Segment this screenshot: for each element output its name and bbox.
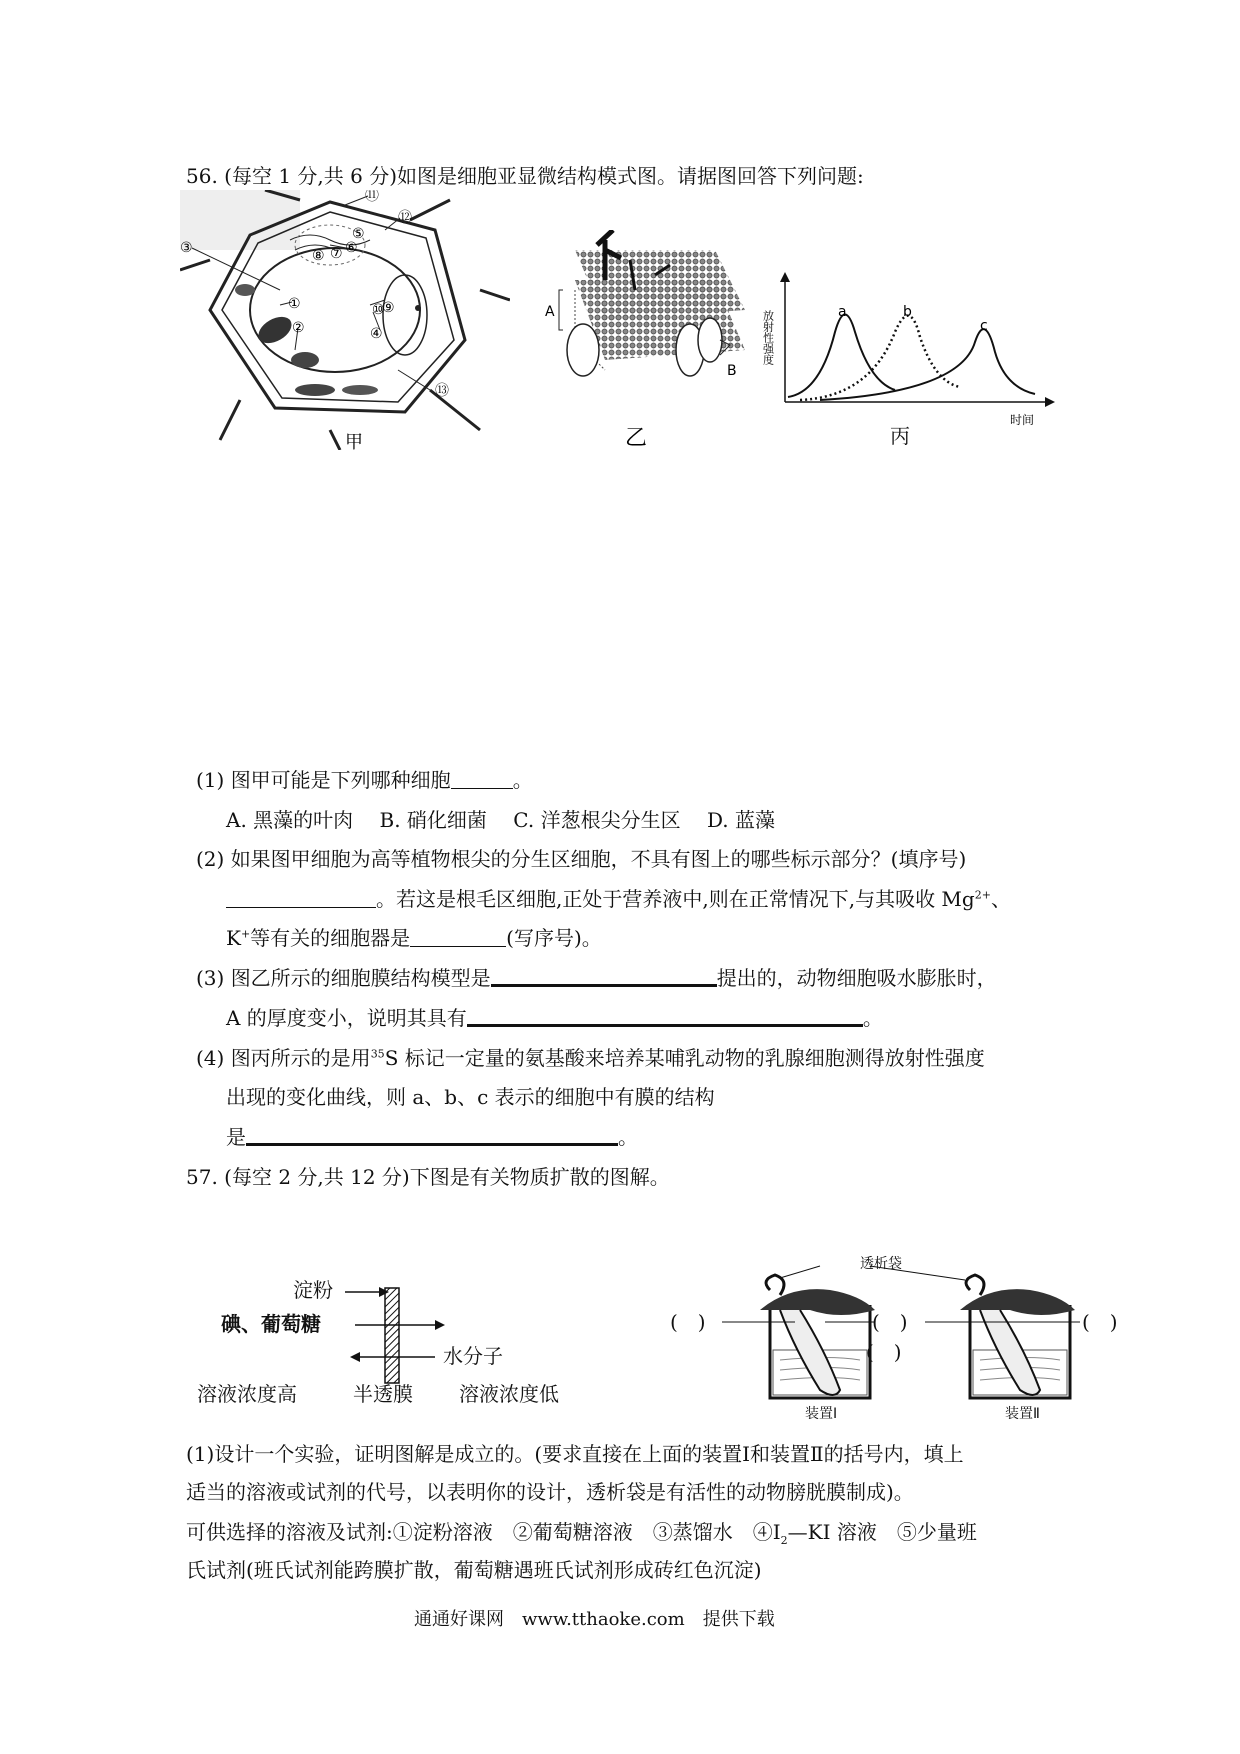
q56-part4-line1: (4) 图丙所示的是用$^{35}$S 标记一定量的氨基酸来培养某哺乳动物的乳腺细胞测得放射性强度 <box>196 1046 985 1070</box>
label-device-1: 装置Ⅰ <box>805 1406 838 1422</box>
label-3: ③ <box>180 240 193 256</box>
label-2: ② <box>292 320 305 336</box>
q56-part4-line2: 出现的变化曲线，则 a、b、c 表示的细胞中有膜的结构 <box>226 1085 715 1109</box>
figure-bing-caption: 丙 <box>890 424 910 448</box>
paren-device1-bag[interactable]: ( ) <box>872 1310 908 1334</box>
q57-stem: 57. (每空 2 分,共 12 分)下图是有关物质扩散的图解。 <box>186 1165 670 1189</box>
label-12: ⑫ <box>398 210 412 226</box>
figure-jia-caption: 甲 <box>345 432 363 450</box>
label-8: ⑧ <box>312 248 325 264</box>
paren-device2-right[interactable]: ( ) <box>1082 1310 1118 1334</box>
label-11: ⑪ <box>365 190 379 204</box>
answer-blank-3b[interactable] <box>467 1004 863 1027</box>
q57-part1-line2: 适当的溶液或试剂的代号，以表明你的设计，透析袋是有活性的动物膀胱膜制成)。 <box>186 1480 914 1504</box>
label-membrane: 半透膜 <box>353 1382 413 1406</box>
label-iodine-glucose: 碘、葡萄糖 <box>221 1312 321 1336</box>
q57-part1-line3: 可供选择的溶液及试剂:①淀粉溶液 ②葡萄糖溶液 ③蒸馏水 $④I_2—KI$ 溶液 ⑤少量班 <box>186 1520 977 1547</box>
answer-blank-1[interactable] <box>451 768 513 789</box>
q57-part1-line1: (1)设计一个实验，证明图解是成立的。(要求直接在上面的装置Ⅰ和装置Ⅱ的括号内，填上 <box>186 1442 964 1466</box>
label-water: 水分子 <box>443 1344 503 1368</box>
label-1: ① <box>288 296 301 312</box>
figure-yi-membrane <box>545 230 745 450</box>
label-10: ⑩ <box>372 302 385 318</box>
curve-a <box>788 315 895 398</box>
curve-b <box>800 316 960 400</box>
figure-jia-plant-cell <box>180 190 510 450</box>
paren-device1-outside[interactable]: ( ) <box>670 1310 706 1334</box>
label-A: A <box>545 304 555 320</box>
q56-part2-line2: 。若这是根毛区细胞,正处于营养液中,则在正常情况下,与其吸收 $Mg^{2+}$、 <box>226 885 1011 913</box>
figure-yi-caption: 乙 <box>625 426 648 450</box>
label-device-2: 装置Ⅱ <box>1005 1406 1040 1422</box>
x-axis-label: 时间 <box>1010 413 1035 427</box>
curve-c-label: c <box>980 318 988 334</box>
label-6: ⑥ <box>345 240 358 256</box>
curve-a-label: a <box>838 304 847 320</box>
answer-blank-3a[interactable] <box>491 964 717 987</box>
q56-part3-line1: (3) 图乙所示的细胞膜结构模型是 提出的，动物细胞吸水膨胀时， <box>196 966 997 990</box>
label-7: ⑦ <box>330 246 343 262</box>
label-dialysis-bag: 透析袋 <box>860 1256 902 1272</box>
answer-blank-2a[interactable] <box>226 887 376 908</box>
label-B: B <box>727 363 737 379</box>
label-starch: 淀粉 <box>293 1278 333 1302</box>
curve-c <box>820 329 1035 400</box>
semipermeable-membrane <box>385 1288 399 1383</box>
paren-device1-beaker[interactable]: ( ) <box>866 1340 902 1364</box>
y-axis-label <box>762 310 775 365</box>
label-13: ⑬ <box>435 383 449 399</box>
q56-options: A. 黑藻的叶肉 B. 硝化细菌 C. 洋葱根尖分生区 D. 蓝藻 <box>226 808 775 832</box>
curve-b-label: b <box>903 304 912 320</box>
answer-blank-2b[interactable] <box>410 926 506 947</box>
diffusion-diagram <box>195 1270 615 1410</box>
q56-part1: (1) 图甲可能是下列哪种细胞 。 <box>196 768 533 792</box>
svg-text:放射性强度: 放射性强度 <box>761 310 775 365</box>
q56-part2-line3: K+等有关的细胞器是 (写序号)。 <box>226 926 602 950</box>
q56-part3-line2: A 的厚度变小，说明其具有 。 <box>226 1006 883 1030</box>
label-low-conc: 溶液浓度低 <box>459 1382 559 1406</box>
footer-credit: 通通好课网 www.tthaoke.com 提供下载 <box>414 1609 775 1630</box>
q56-stem: 56. (每空 1 分,共 6 分)如图是细胞亚显微结构模式图。请据图回答下列问题: <box>186 164 864 188</box>
label-5: ⑤ <box>352 226 365 242</box>
label-high-conc: 溶液浓度高 <box>197 1382 297 1406</box>
label-4: ④ <box>370 326 383 342</box>
q56-part4-line3: 是 。 <box>226 1125 638 1149</box>
q57-part1-line4: 氏试剂(班氏试剂能跨膜扩散，葡萄糖遇班氏试剂形成砖红色沉淀) <box>186 1558 762 1582</box>
label-9: ⑨ <box>382 300 395 316</box>
apparatus-figure <box>660 1250 1140 1430</box>
answer-blank-4[interactable] <box>246 1123 618 1146</box>
figure-bing-curves <box>760 272 1060 452</box>
q56-part2-line1: (2) 如果图甲细胞为高等植物根尖的分生区细胞，不具有图上的哪些标示部分？(填序号) <box>196 847 967 871</box>
